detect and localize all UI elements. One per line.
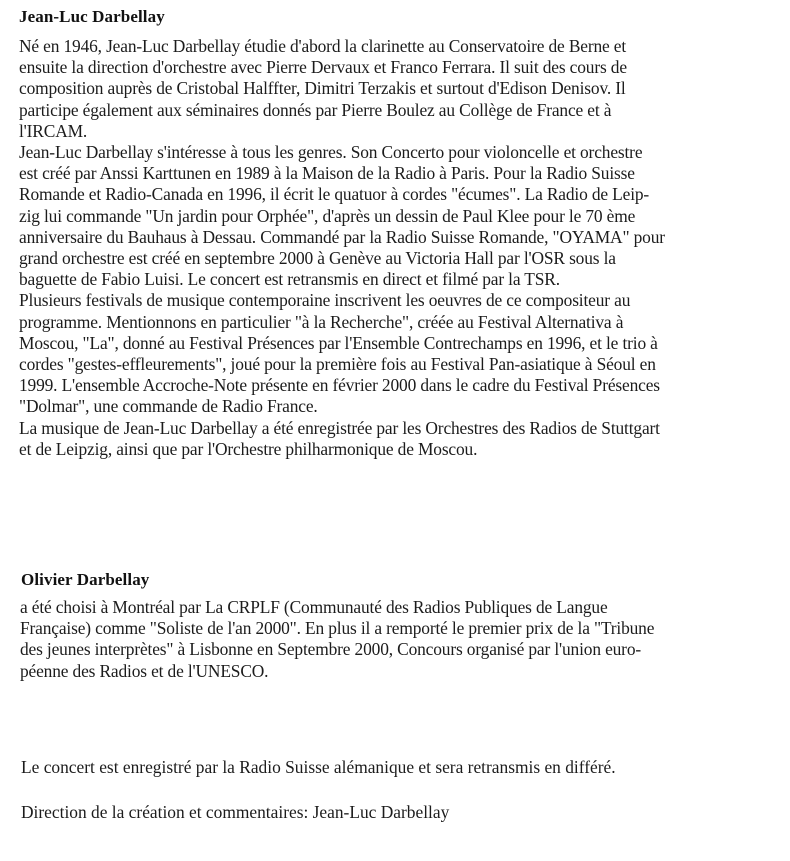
broadcast-note: Le concert est enregistré par la Radio Suisse alémanique et sera retransmis en différé. bbox=[21, 757, 616, 777]
biography-jean-luc-darbellay: Né en 1946, Jean-Luc Darbellay étudie d'abord la clarinette au Conservatoire de Berne et ensuite la direction d'orchestre avec Pierre Dervaux et Franco Ferrara. Il suit des cours de composition auprès de Cristobal Halffter, Dimitri Terzakis et surtout d'Edison Denisov. Il participe également aux séminaires donnés par Pierre Boulez au Collège de France et à l'IRCAM. Jean-Luc Darbellay s'intéresse à tous les genres. Son Concerto pour violoncelle et orchestre est créé par Anssi Karttunen en 1989 à la Maison de la Radio à Paris. Pour la Radio Suisse Romande et Radio-Canada en 1996, il écrit le quatuor à cordes "écumes". La Radio de Leip- zig lui commande "Un jardin pour Orphée", d'après un dessin de Paul Klee pour le 70 ème anniversaire du Bauhaus à Dessau. Commandé par la Radio Suisse Romande, "OYAMA" pour grand orchestre est créé en septembre 2000 à Genève au Victoria Hall par l'OSR sous la baguette de Fabio Luisi. Le concert est retransmis en direct et filmé par la TSR. Plusieurs festivals de musique contemporaine inscrivent les oeuvres de ce compositeur au programme. Mentionnons en particulier "à la Recherche", créée au Festival Alternativa à Moscou, "La", donné au Festival Présences par l'Ensemble Contrechamps en 1996, et le trio à cordes "gestes-effleurements", joué pour la première fois au Festival Pan-asiatique à Séoul en 1999. L'ensemble Accroche-Note présente en février 2000 dans le cadre du Festival Présences "Dolmar", une commande de Radio France. La musique de Jean-Luc Darbellay a été enregistrée par les Orchestres des Radios de Stuttgart et de Leipzig, ainsi que par l'Orchestre philharmonique de Moscou. bbox=[19, 36, 665, 459]
heading-olivier-darbellay: Olivier Darbellay bbox=[21, 570, 150, 589]
biography-olivier-darbellay: a été choisi à Montréal par La CRPLF (Communauté des Radios Publiques de Langue Française) comme "Soliste de l'an 2000". En plus il a remporté le premier prix de la "Tribune des jeunes interprètes" à Lisbonne en Septembre 2000, Concours organisé par l'union euro- péenne des Radios et de l'UNESCO. bbox=[20, 597, 655, 681]
direction-note: Direction de la création et commentaires: Jean-Luc Darbellay bbox=[21, 802, 450, 822]
heading-jean-luc-darbellay: Jean-Luc Darbellay bbox=[19, 7, 165, 26]
